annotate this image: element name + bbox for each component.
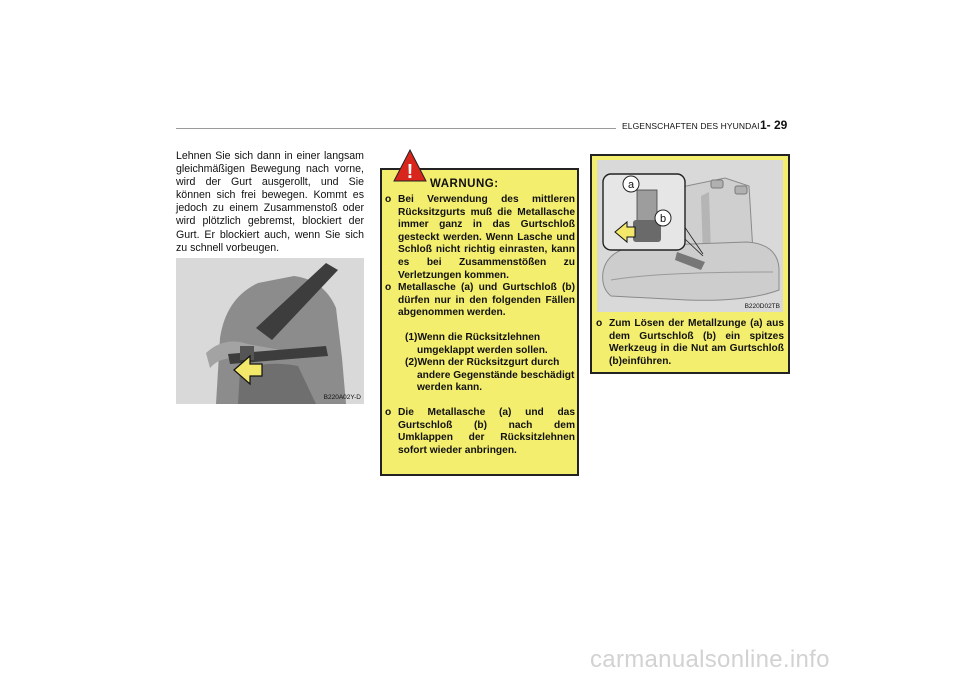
bullet-mark: o	[385, 406, 392, 418]
intro-paragraph: Lehnen Sie sich dann in einer langsam gleichmäßigen Bewegung nach vorne, wird der Gurt ausgerollt, und Sie können sich frei bewegen. Kommt es jedoch zu einem Zusammenstoß oder wird plötzlich gebremst, blockiert der Gurt. Er blockiert auch, wenn Sie sich zu schnell vorbeugen.	[176, 150, 364, 254]
rear-seat-illustration	[597, 160, 783, 312]
warning-item-text: Die Metallasche (a) und das Gurtschloß (b) nach dem Umklappen der Rücksitzlehnen sofort wieder anbringen.	[398, 406, 575, 456]
warning-subitem: (2)Wenn der Rücksitzgurt durch andere Gegenstände beschädigt werden kann.	[405, 357, 575, 394]
warning-item	[385, 282, 575, 320]
header-rule	[176, 128, 616, 129]
figure-seatbelt-lap	[176, 258, 364, 404]
bullet-mark: o	[385, 282, 392, 294]
spacer	[385, 395, 575, 407]
warning-symbol: !	[406, 161, 414, 183]
release-instruction	[596, 318, 784, 368]
watermark: carmanualsonline.info	[590, 646, 830, 673]
bullet-mark: o	[385, 194, 392, 205]
warning-triangle-icon	[393, 149, 427, 183]
warning-title: WARNUNG:	[430, 178, 499, 190]
figure2-code: B220D02TB	[744, 303, 780, 310]
bullet-mark: o	[596, 318, 603, 329]
spacer	[385, 320, 575, 332]
warning-item	[385, 194, 575, 282]
page-number: 1- 29	[760, 118, 788, 132]
figure-rear-seat-buckle	[597, 160, 783, 312]
label-a: a	[627, 179, 635, 191]
warning-subitem: (1)Wenn die Rücksitzlehnen umgeklappt werden sollen.	[405, 331, 548, 356]
warning-body	[385, 194, 575, 457]
label-b: b	[659, 213, 667, 225]
section-title: ELGENSCHAFTEN DES HYUNDAI	[622, 121, 760, 131]
warning-item-text: Bei Verwendung des mittleren Rücksitzgurts muß die Metallasche immer ganz in das Gurtschloß gesteckt werden. Wenn Lasche und Schloß nicht richtig einrasten, kann es bei Zusammenstößen zu Verletzungen kommen.	[398, 194, 575, 281]
warning-item-text: Metallasche (a) und Gurtschloß (b) dürfen nur in den folgenden Fällen abgenommen werden.	[398, 282, 575, 319]
seatbelt-illustration	[176, 258, 364, 404]
figure1-code: B220A02Y-D	[323, 394, 361, 401]
release-instruction-text: Zum Lösen der Metallzunge (a) aus dem Gurtschloß (b) ein spitzes Werkzeug in die Nut am Gurtschloß (b)einführen.	[609, 318, 784, 367]
warning-item	[385, 407, 575, 457]
